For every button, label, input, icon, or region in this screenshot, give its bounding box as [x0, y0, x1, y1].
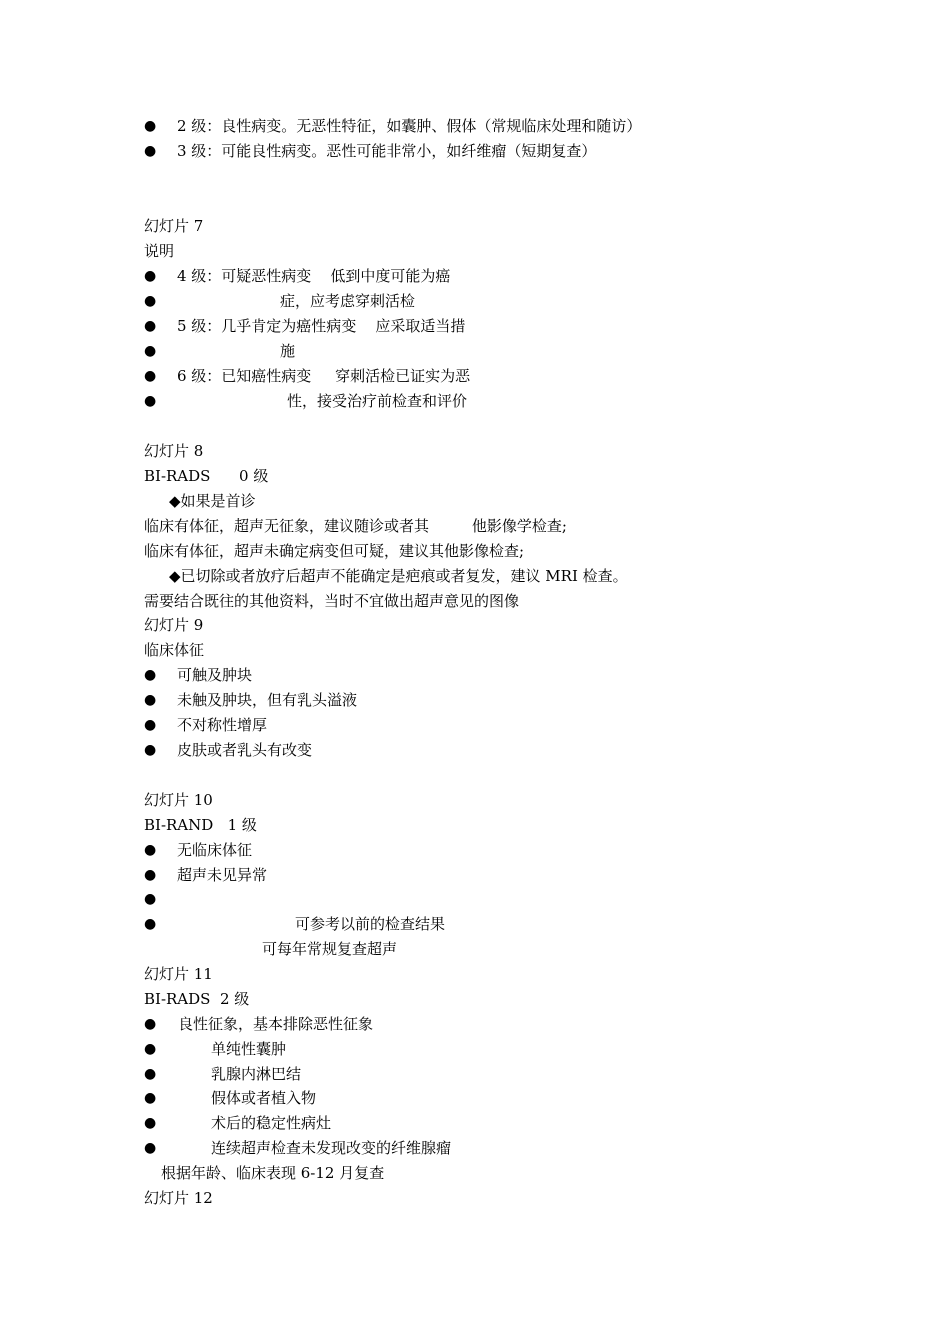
list-item-text: 可触及肿块 [177, 666, 253, 684]
bullet-icon: ● [144, 318, 157, 334]
bullet-icon: ● [144, 293, 157, 309]
bullet-icon: ● [144, 143, 157, 159]
list-item-text: 超声未见异常 [177, 866, 268, 884]
list-item-text: 术后的稳定性病灶 [211, 1114, 332, 1132]
list-item-text: 2 级：良性病变。无恶性特征，如囊肿、假体（常规临床处理和随访） [177, 117, 642, 135]
list-item-text: 良性征象，基本排除恶性征象 [178, 1015, 374, 1033]
bullet-icon: ● [144, 867, 157, 883]
list-item-text: 3 级：可能良性病变。恶性可能非常小，如纤维瘤（短期复查） [177, 142, 597, 160]
bullet-icon: ● [144, 916, 157, 932]
bullet-icon: ● [144, 717, 157, 733]
bullet-icon: ● [144, 1066, 157, 1082]
list-item-text: 假体或者植入物 [211, 1089, 317, 1107]
bullet-icon: ● [144, 1016, 157, 1032]
list-item-text: 不对称性增厚 [177, 716, 268, 734]
list-item-text: 性，接受治疗前检查和评价 [287, 392, 468, 410]
list-item-text: 5 级：几乎肯定为癌性病变 应采取适当措 [177, 317, 466, 335]
list-item-text: 症，应考虑穿刺活检 [280, 292, 416, 310]
list-item-text: 施 [280, 342, 296, 360]
list-item-text: 4 级：可疑恶性病变 低到中度可能为癌 [177, 267, 451, 285]
bullet-icon: ● [144, 268, 157, 284]
bullet-icon: ● [144, 667, 157, 683]
bullet-icon: ● [144, 742, 157, 758]
list-item-text: 单纯性囊肿 [211, 1040, 287, 1058]
list-item-text: 连续超声检查未发现改变的纤维腺瘤 [211, 1139, 452, 1157]
list-item-text: 未触及肿块，但有乳头溢液 [177, 691, 358, 709]
bullet-icon: ● [144, 692, 157, 708]
bullet-icon: ● [144, 343, 157, 359]
bullet-icon: ● [144, 368, 157, 384]
bullet-icon: ● [144, 1140, 157, 1156]
bullet-icon: ● [144, 842, 157, 858]
bullet-icon: ● [144, 1041, 157, 1057]
bullet-icon: ● [144, 1090, 157, 1106]
list-item-text: 可参考以前的检查结果 [295, 915, 446, 933]
list-item-text: 无临床体征 [177, 841, 253, 859]
list-item-text: 乳腺内淋巴结 [211, 1065, 302, 1083]
bullet-icon: ● [144, 118, 157, 134]
list-item-text: 6 级：已知癌性病变 穿刺活检已证实为恶 [177, 367, 471, 385]
list-item-text: 皮肤或者乳头有改变 [177, 741, 313, 759]
bullet-icon: ● [144, 1115, 157, 1131]
document-page: ● 2 级：良性病变。无恶性特征，如囊肿、假体（常规临床处理和随访） ● 3 级：可能良性病变。恶性可能非常小，如纤维瘤（短期复查） 幻灯片 7 说明 ● 4 级：可疑恶性病变 低到中度可能为癌 ● 症，应考虑穿刺活检 ● 5 级：几乎肯定为癌性病变 应采取适当措 ● 施 ● 6 级：已知癌性病变 穿刺活检已证实为恶 ● 性，接受治疗前检查和评价 幻灯片 8 BI-RADS 0 级 ◆如果是首诊 临床有体征，超声无征象，建议随诊或者其 他影像学检查; 临床有体征，超声未确定病变但可疑，建议其他影像检查; ◆已切除或者放疗后超声不能确定是疤痕或者复发，建议 MRI 检查。 需要结合既往的其他资料，当时不宜做出超声意见的图像 幻灯片 9 临床体征 ● 可触及肿块 ● 未触及肿块，但有乳头溢液 ● 不对称性增厚 ● 皮肤或者乳头有改变 幻灯片 10 BI-RAND 1 级 ● 无临床体征 ● 超声未见异常 ● ● 可参考以前的检查结果 可每年常规复查超声 幻灯片 11 BI-RADS 2 级 ● 良性征象，基本排除恶性征象 ● 单纯性囊肿 ● 乳腺内淋巴结 ● 假体或者植入物 ● 术后的稳定性病灶 ● 连续超声检查未发现改变的纤维腺瘤 根据年龄、临床表现 6-12 月复查 幻灯片 12 [0, 0, 950, 1344]
bullet-icon: ● [144, 393, 157, 409]
bullet-icon: ● [144, 891, 157, 907]
